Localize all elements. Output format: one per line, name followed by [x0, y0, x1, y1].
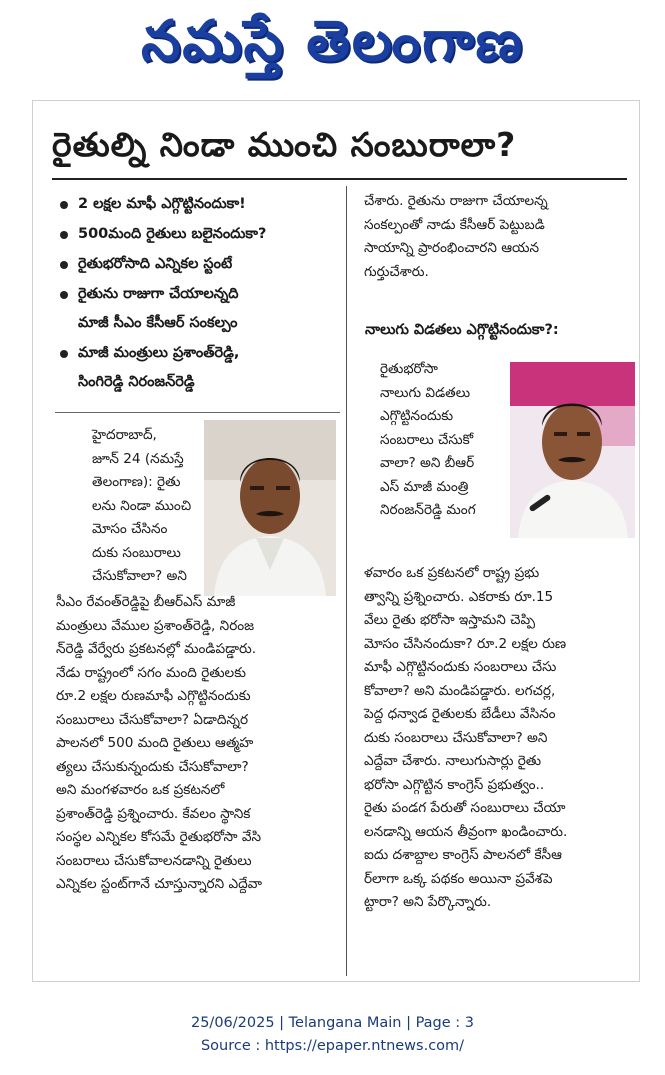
article-headline: రైతుల్ని నిండా ముంచి సంబురాలా?	[52, 125, 517, 164]
column-divider	[346, 186, 347, 976]
article-body-left: సీఎం రేవంత్‌రెడ్డిపై బీఆర్‌ఎస్ మాజీ మంత్రులు వేముల ప్రశాంత్‌రెడ్డి, నిరంజ న్‌రెడ్డి వేర్వేరు ప్రకటనల్లో మండిపడ్డారు. నేడు రాష్ట్రంలో సగం మంది రైతులకు రూ.2 లక్షల రుణమాఫీ ఎగ్గొట్టినందుకు సంబురాలు చేసుకోవాలా? ఏడాదిన్నర పాలనలో 500 మంది రైతులు ఆత్మహ త్యలు చేసుకున్నందుకు చేసుకోవాలా? అని మంగళవారం ఒక ప్రకటనలో ప్రశాంత్‌రెడ్డి ప్రశ్నించారు. కేవలం స్థానిక సంస్థల ఎన్నికల కోసమే రైతుభరోసా వేసి సంబరాలు చేసుకోవాలనడాన్ని రైతులు ఎన్నికల స్టంట్‌గానే చూస్తున్నారని ఎద్దేవా	[56, 594, 262, 892]
highlight-item: రైతును రాజుగా చేయాలన్నది మాజీ సీఎం కేసీఆర్ సంకల్పం	[56, 280, 346, 338]
highlight-item: 500మంది రైతులు బలైనందుకా?	[56, 220, 346, 249]
highlight-item: మాజీ మంత్రులు ప్రశాంత్‌రెడ్డి, సింగిరెడ్డి నిరంజన్‌రెడ్డి	[56, 339, 346, 397]
footer-date-edition: 25/06/2025 | Telangana Main | Page : 3	[190, 1015, 475, 1031]
portrait-photo-right	[510, 362, 635, 538]
footer-source: Source : https://epaper.ntnews.com/	[200, 1038, 465, 1054]
masthead	[0, 0, 665, 88]
article-intro-right: రైతుభరోసా నాలుగు విడతలు ఎగ్గొట్టినందుకు సంబరాలు చేసుకో వాలా? అని బీఆర్ ఎస్ మాజీ మంత్రి నిరంజన్‌రెడ్డి మంగ	[380, 361, 476, 518]
article-subheading: నాలుగు విడతలు ఎగ్గొట్టినందుకా?:	[365, 322, 559, 338]
highlight-item: రైతుభరోసాది ఎన్నికల స్టంటే	[56, 250, 346, 279]
article-body-right: ళవారం ఒక ప్రకటనలో రాష్ట్ర ప్రభు త్వాన్ని ప్రశ్నించారు. ఎకరాకు రూ.15 వేలు రైతు భరోసా ఇస్తామని చెప్పి మోసం చేసినందుకా? రూ.2 లక్షల రుణ మాఫీ ఎగ్గొట్టినందుకు సంబరాలు చేసు కోవాలా? అని మండిపడ్డారు. లగచర్ల, పెద్ద ధన్వాడ రైతులకు బేడీలు వేసినం దుకు సంబరాలు చేసుకోవాలా? అని ఎద్దేవా చేశారు. నాలుగుసార్లు రైతు భరోసా ఎగ్గొట్టిన కాంగ్రెస్ ప్రభుత్వం.. రైతు పండగ పేరుతో సంబురాలు చేయా లనడాన్ని ఆయన తీవ్రంగా ఖండించారు. ఐదు దశాబ్దాల కాంగ్రెస్ పాలనలో కేసీఆ ర్‌లాగా ఒక్క పథకం అయినా ప్రవేశపె ట్టారా? అని పేర్కొన్నారు.	[364, 565, 568, 910]
article-intro-left: హైదరాబాద్, జూన్ 24 (నమస్తే తెలంగాణ): రైతు లను నిండా ముంచి మోసం చేసినం దుకు సంబురాలు చేసుకోవాలా? అని	[92, 427, 192, 584]
newspaper-logo: నమస్తే తెలంగాణ	[141, 9, 524, 74]
article-body-right-top: చేశారు. రైతును రాజుగా చేయాలన్న సంకల్పంతో నాడు కేసీఆర్ పెట్టుబడి సాయాన్ని ప్రారంభించారని ఆయన గుర్తుచేశారు.	[364, 193, 548, 280]
bullets-rule	[55, 412, 340, 413]
headline-rule	[52, 178, 627, 180]
highlight-item: 2 లక్షల మాఫీ ఎగ్గొట్టినందుకా!	[56, 190, 346, 219]
portrait-photo-left	[204, 420, 336, 596]
highlights-list	[56, 190, 346, 398]
